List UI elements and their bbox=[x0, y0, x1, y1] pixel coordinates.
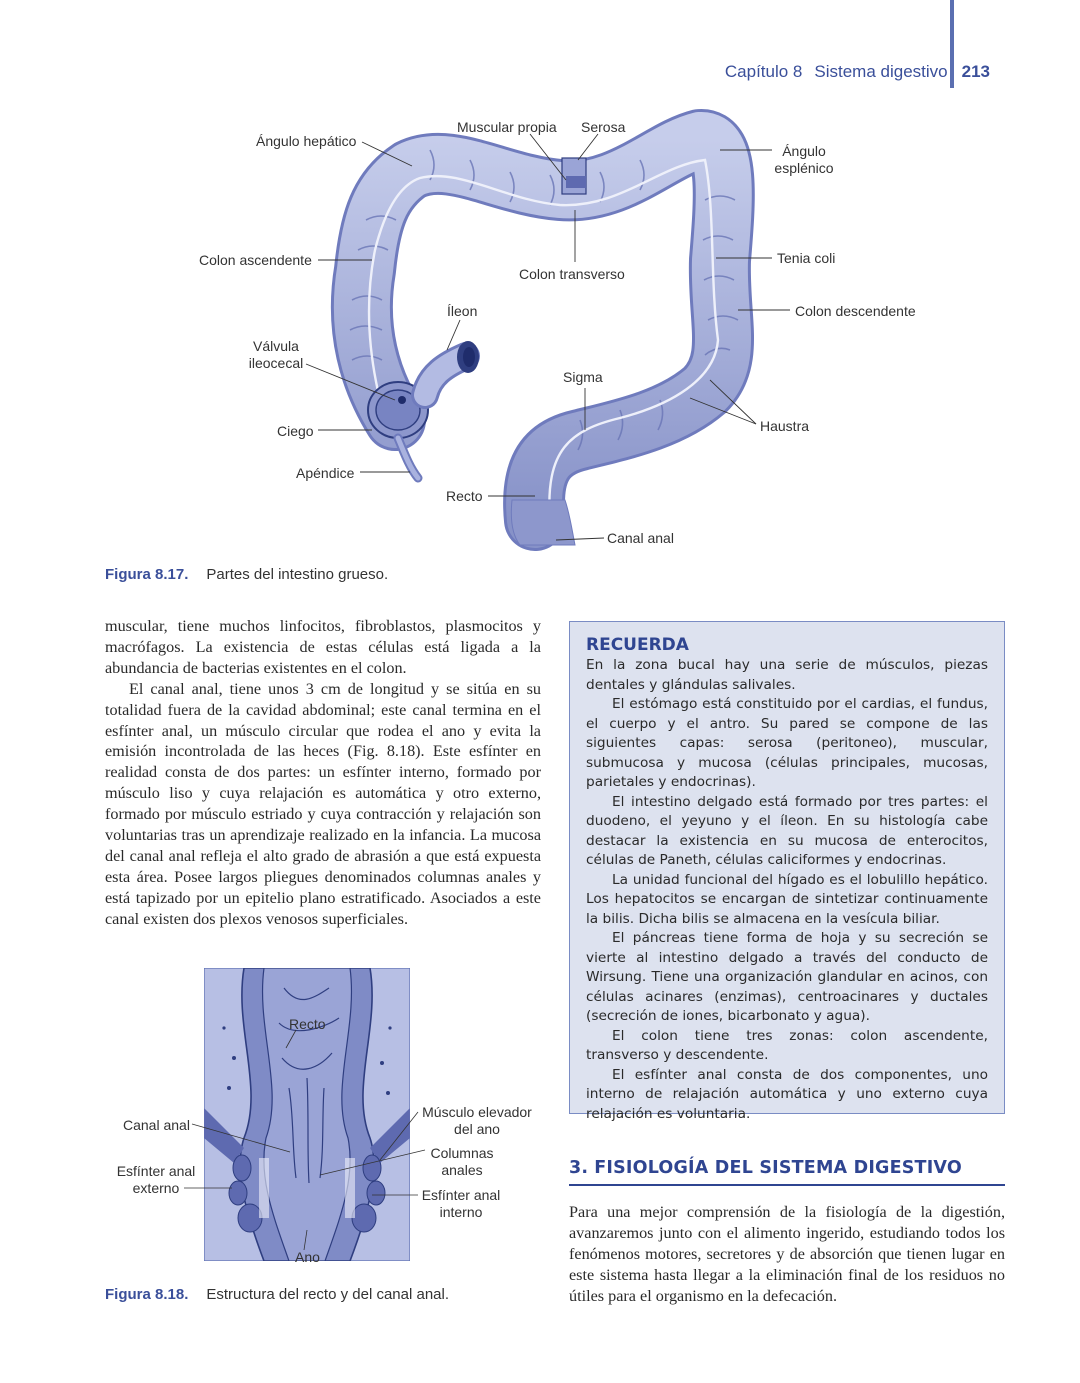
recuerda-title: RECUERDA bbox=[586, 635, 689, 655]
label-musculo-elevador-line2: del ano bbox=[454, 1121, 500, 1137]
label-colon-transverso: Colon transverso bbox=[519, 266, 625, 282]
label-angulo-esplenico-line1: Ángulo bbox=[782, 143, 826, 159]
recuerda-paragraph: El esfínter anal consta de dos componentes, uno interno de relajación automática y uno externo cuya relajación es voluntaria. bbox=[586, 1066, 988, 1122]
figure-8-18-number: Figura 8.18. bbox=[105, 1286, 189, 1303]
label-angulo-esplenico-line2: esplénico bbox=[774, 160, 834, 176]
recuerda-paragraph: El colon tiene tres zonas: colon ascendente, transverso y descendente. bbox=[586, 1027, 988, 1063]
section-heading bbox=[569, 1158, 1005, 1186]
large-intestine-illustration bbox=[0, 100, 1080, 560]
recuerda-paragraph: El intestino delgado está formado por tres partes: el duodeno, el yeyuno y el íleon. En su histología cabe destacar la existencia en su mucosa de enterocitos, células de Paneth, células caliciformes y endocrinas. bbox=[586, 793, 988, 868]
label-colon-ascendente: Colon ascendente bbox=[199, 252, 312, 268]
section-title: FISIOLOGÍA DEL SISTEMA DIGESTIVO bbox=[594, 1158, 962, 1178]
paragraph-fisiologia: Para una mejor comprensión de la fisiología de la digestión, avanzaremos junto con el alimento ingerido, estudiando todos los fenómenos motores, secretores y de absorción que tienen lugar en este sistema hasta llegar a la eliminación final de los residuos no útiles para el organismo en la defecación. bbox=[569, 1203, 1005, 1305]
recuerda-paragraph: El páncreas tiene forma de hoja y su secreción se vierte al intestino delgado a través del conducto de Wirsung. Tiene una organización glandular en acinos, con células acinares (enzimas), centroacinares y ductales (secreción de iones, bicarbonato y agua). bbox=[586, 930, 988, 1024]
label-valvula-line2: ileocecal bbox=[248, 355, 304, 371]
label-recto-18: Recto bbox=[289, 1016, 326, 1032]
label-colon-descendente: Colon descendente bbox=[795, 303, 916, 319]
figure-8-18-caption bbox=[105, 1286, 449, 1303]
label-esfinter-interno-line1: Esfínter anal bbox=[421, 1187, 501, 1203]
figure-8-18-text: Estructura del recto y del canal anal. bbox=[206, 1286, 450, 1303]
label-ciego: Ciego bbox=[277, 423, 314, 439]
label-valvula-line1: Válvula bbox=[253, 338, 299, 354]
figure-8-17-number: Figura 8.17. bbox=[105, 566, 189, 583]
label-ano: Ano bbox=[295, 1249, 320, 1265]
label-esfinter-interno-line2: interno bbox=[439, 1204, 483, 1220]
label-sigma: Sigma bbox=[563, 369, 603, 385]
label-esfinter-externo-line2: externo bbox=[132, 1180, 180, 1196]
label-canal-anal: Canal anal bbox=[607, 530, 674, 546]
label-angulo-esplenico bbox=[774, 143, 834, 177]
label-serosa: Serosa bbox=[581, 119, 626, 135]
chapter-label: Capítulo 8 bbox=[724, 62, 803, 81]
section-number: 3. bbox=[569, 1158, 589, 1178]
label-esfinter-externo-line1: Esfínter anal bbox=[116, 1163, 196, 1179]
label-recto: Recto bbox=[446, 488, 483, 504]
recuerda-paragraph: El estómago está constituido por el cardias, el fundus, el cuerpo y el antro. Su pared se compone de las siguientes capas: serosa (peritoneo), muscular, submucosa y mucosa (células principales, mucosas, parietales y endocrinas). bbox=[586, 696, 988, 790]
label-ileon: Íleon bbox=[447, 303, 478, 319]
label-musculo-elevador bbox=[420, 1104, 534, 1138]
section-label: Sistema digestivo bbox=[814, 62, 948, 81]
figure-8-17-text: Partes del intestino grueso. bbox=[206, 566, 389, 583]
label-angulo-hepatico: Ángulo hepático bbox=[256, 133, 357, 149]
label-valvula-ileocecal bbox=[246, 338, 306, 372]
paragraph-continuation: muscular, tiene muchos linfocitos, fibroblastos, plasmocitos y macrófagos. La existencia de estas células está ligada a la abundancia de bacterias existentes en el colon. bbox=[105, 617, 541, 677]
label-apendice: Apéndice bbox=[296, 465, 355, 481]
recuerda-paragraph: En la zona bucal hay una serie de músculos, piezas dentales y glándulas salivales. bbox=[586, 657, 988, 693]
label-columnas-anales bbox=[426, 1145, 498, 1179]
page-number: 213 bbox=[961, 62, 990, 81]
label-esfinter-interno bbox=[421, 1187, 501, 1221]
label-tenia-coli: Tenia coli bbox=[777, 250, 836, 266]
running-header bbox=[725, 62, 990, 82]
label-esfinter-externo bbox=[116, 1163, 196, 1197]
recuerda-paragraph: La unidad funcional del hígado es el lobulillo hepático. Los hepatocitos se encargan de sintetizar continuamente la bilis. Dicha bilis se almacena en la vesícula biliar. bbox=[586, 871, 988, 927]
label-muscular-propia: Muscular propia bbox=[457, 119, 557, 135]
label-haustra: Haustra bbox=[760, 418, 810, 434]
paragraph-canal-anal: El canal anal, tiene unos 3 cm de longitud y se sitúa en su totalidad fuera de la cavidad abdominal; este canal termina en el esfínter anal, un músculo circular que rodea el ano y evita la emisión incontrolada de las heces (Fig. 8.18). Este esfínter en realidad consta de dos partes: un esfínter interno, formado por músculo liso y cuya relajación es automática y otro externo, formado por músculo estriado y cuya contracción y relajación son voluntarias tras un aprendizaje realizado en la infancia. La mucosa del canal anal refleja el alto grado de abrasión a que está expuesta esta área. Posee largos pliegues denominados columnas anales y está tapizado por un epitelio plano estratificado. Asociados a este canal existen dos plexos venosos superficiales. bbox=[105, 679, 541, 928]
right-column-text bbox=[569, 1202, 1005, 1307]
label-musculo-elevador-line1: Músculo elevador bbox=[422, 1104, 532, 1120]
figure-8-17-caption bbox=[105, 566, 388, 583]
left-column-text bbox=[105, 616, 541, 930]
label-columnas-line1: Columnas bbox=[430, 1145, 494, 1161]
label-columnas-line2: anales bbox=[441, 1162, 483, 1178]
recuerda-box bbox=[569, 621, 1005, 1122]
label-canal-anal-18: Canal anal bbox=[123, 1117, 190, 1133]
